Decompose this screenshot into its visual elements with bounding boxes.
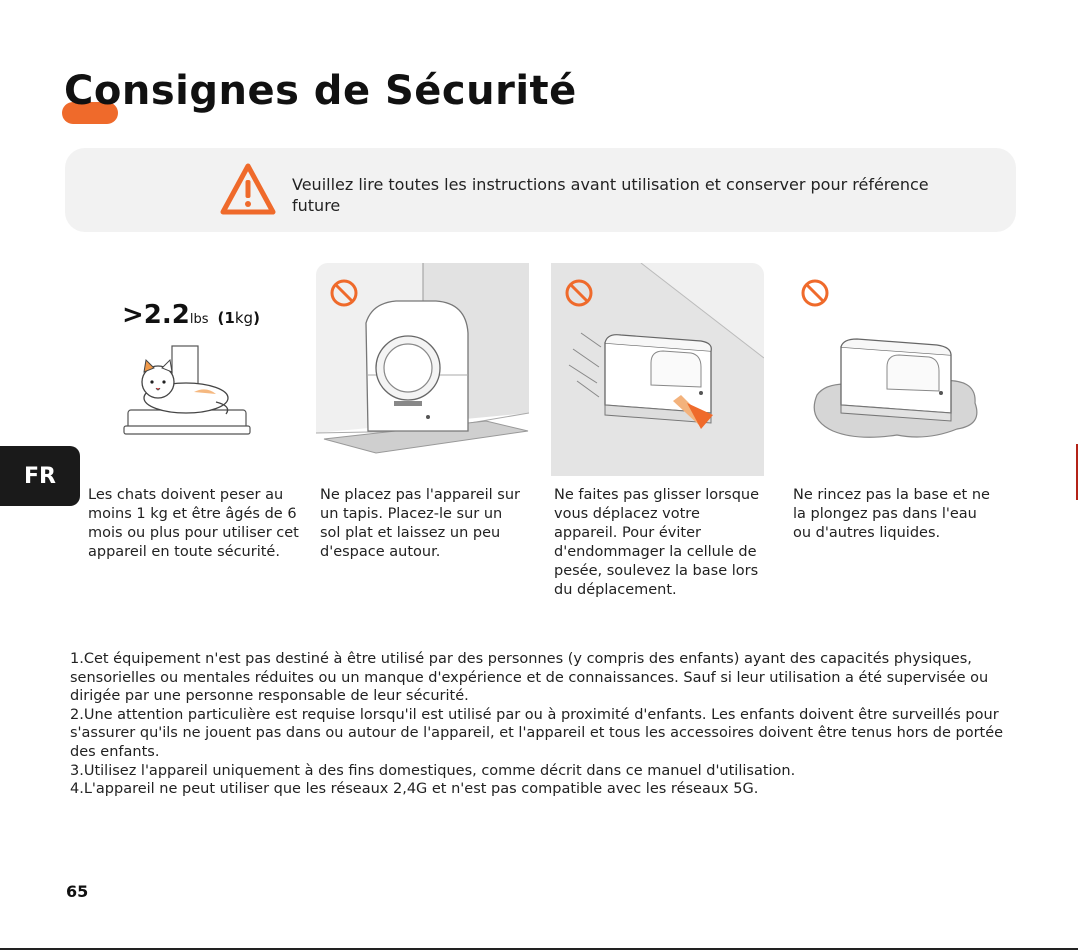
weight-unit: lbs — [189, 312, 209, 327]
sliding-base-illustration — [551, 263, 764, 476]
warning-icon — [219, 162, 277, 216]
panel-caption-slide: Ne faites pas glisser lorsque vous déplacez votre appareil. Pour éviter d'endommager la cellule de pesée, soulevez la base lors du déplacement. — [554, 487, 760, 598]
cat-on-scale-illustration — [120, 340, 260, 440]
bottom-rule — [0, 948, 1078, 950]
notice-text: Veuillez lire toutes les instructions avant utilisation et conserver pour référence future — [292, 175, 929, 215]
panel-caption-rug: Ne placez pas l'appareil sur un tapis. Placez-le sur un sol plat et laissez un peu d'espace autour. — [320, 487, 520, 560]
instruction-item: 1.Cet équipement n'est pas destiné à être utilisé par des personnes (y compris des enfants) ayant des capacités physiques, sensorielles ou mentales réduites ou un manque d'expérience et de connaissances. Sauf si leur utilisation a été supervisée ou dirigée par une personne responsable de leur sécurité. — [70, 651, 989, 705]
safety-instructions — [70, 650, 1010, 799]
panel-caption-weight: Les chats doivent peser au moins 1 kg et être âgés de 6 mois ou plus pour utiliser cet appareil en toute sécurité. — [88, 487, 299, 560]
instruction-item: 4.L'appareil ne peut utiliser que les réseaux 2,4G et n'est pas compatible avec les réseaux 5G. — [70, 781, 759, 798]
weight-label — [122, 300, 260, 330]
panel-caption-water: Ne rincez pas la base et ne la plongez pas dans l'eau ou d'autres liquides. — [793, 487, 990, 541]
page-number: 65 — [66, 882, 89, 901]
page-title: Consignes de Sécurité — [64, 68, 577, 114]
device-on-rug-illustration — [316, 263, 529, 476]
weight-value: >2.2 — [122, 300, 190, 330]
language-tab: FR — [0, 446, 80, 506]
instruction-item: 3.Utilisez l'appareil uniquement à des fins domestiques, comme décrit dans ce manuel d'utilisation. — [70, 762, 796, 779]
weight-metric: (1kg) — [217, 309, 260, 327]
instruction-item: 2.Une attention particulière est requise lorsqu'il est utilisé par ou à proximité d'enfants. Les enfants doivent être surveillés pour s'assurer qu'ils ne jouent pas dans ou autour de l'appareil, et l'appareil et tous les accessoires doivent être tenus hors de portée des enfants. — [70, 706, 1004, 760]
base-in-water-illustration — [787, 263, 1000, 476]
